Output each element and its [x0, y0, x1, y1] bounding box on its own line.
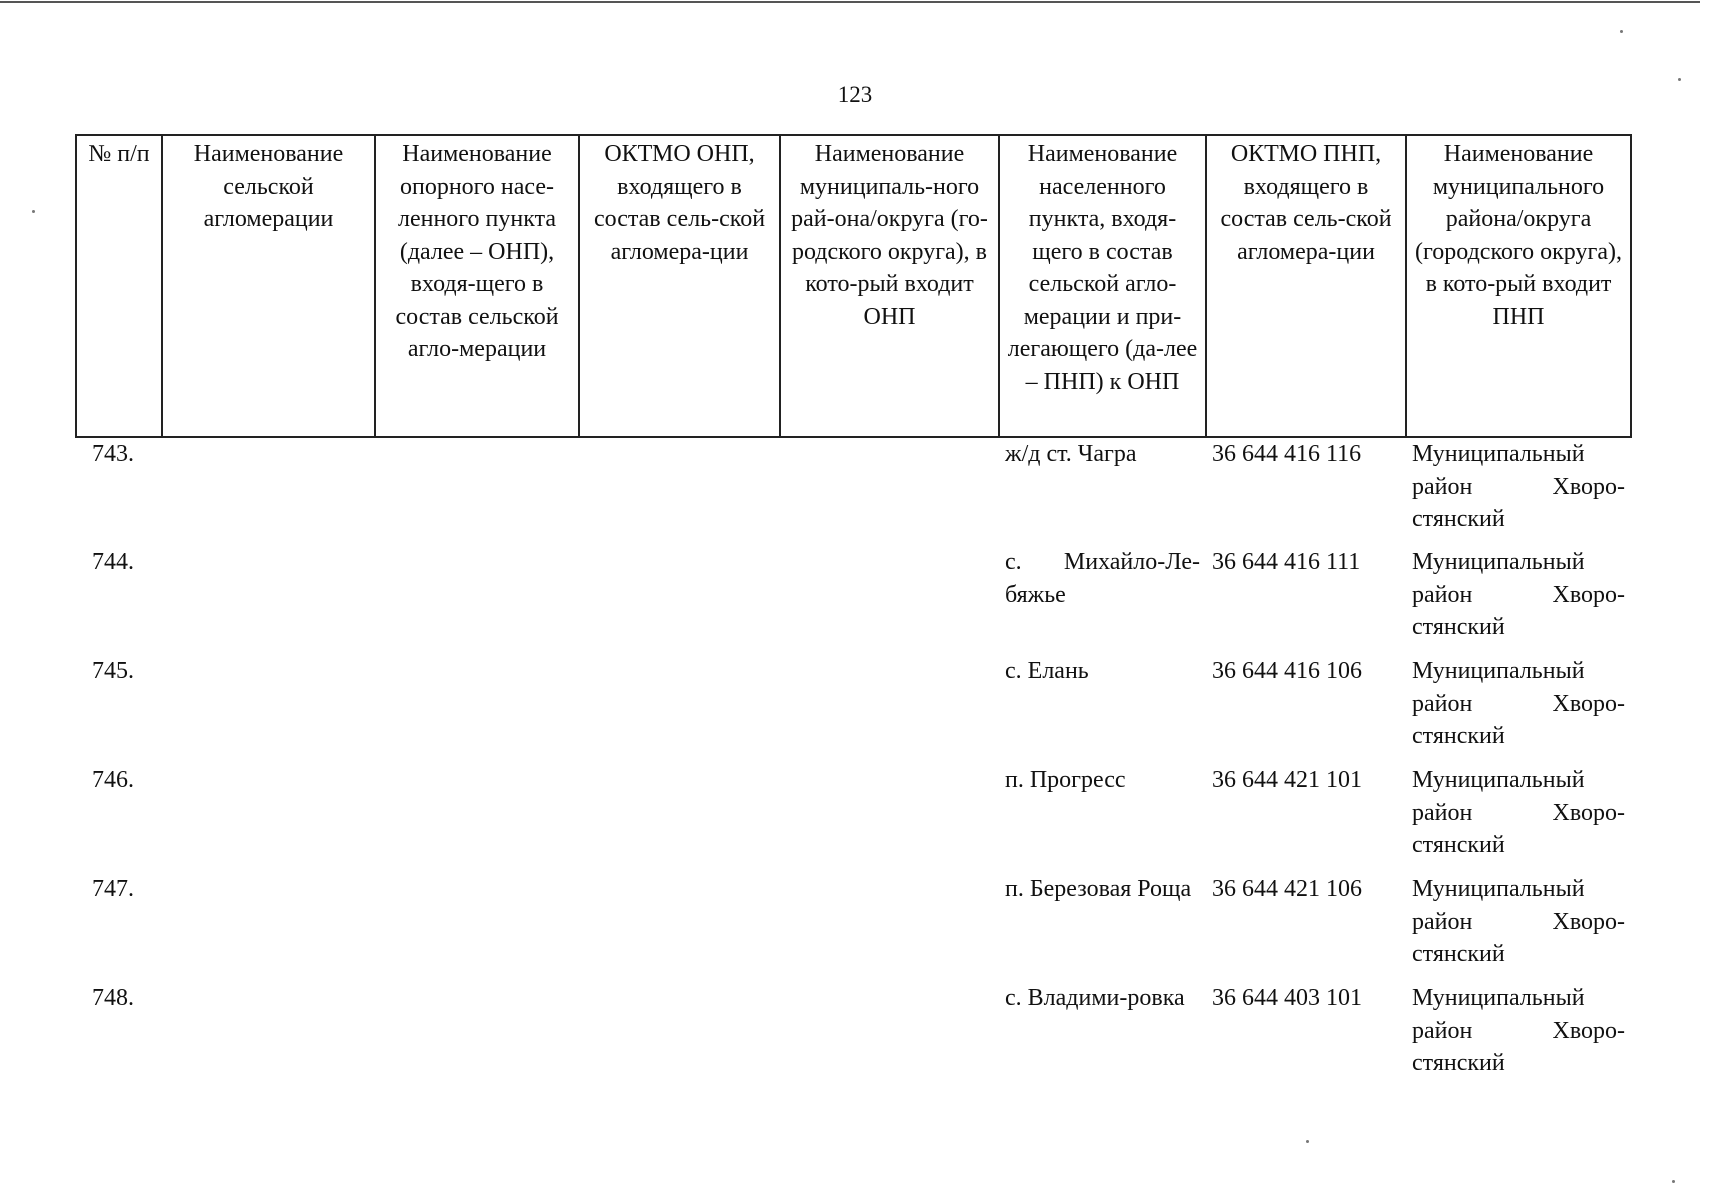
table-row: [76, 764, 1631, 873]
scan-speck: [1678, 78, 1681, 81]
row-number: 745.: [92, 658, 134, 684]
scan-speck: [1672, 1180, 1675, 1183]
header-agglomeration: Наименование сельской агломерации: [162, 135, 375, 437]
pnp-district-cell: Муниципальный район Хворо-стянский: [1412, 985, 1625, 1076]
page-top-edge: [0, 1, 1700, 3]
onp-district-cell: [780, 982, 999, 1091]
header-row: [76, 135, 1631, 437]
onp-oktmo-cell: [579, 437, 780, 546]
pnp-name-cell: п. Березовая Роща: [1005, 876, 1192, 902]
row-number: 747.: [92, 876, 134, 902]
onp-district-cell: [780, 873, 999, 982]
pnp-district-cell: Муниципальный район Хворо-стянский: [1412, 658, 1625, 749]
header-onp-district: Наименование муниципаль-ного рай-она/округа (го-родского округа), в кото-рый входит ОНП: [780, 135, 999, 437]
agglomeration-cell: [162, 655, 375, 764]
table-row: [76, 873, 1631, 982]
onp-oktmo-cell: [579, 873, 780, 982]
pnp-name-cell: с. Владими-ровка: [1005, 985, 1185, 1011]
pnp-name-cell: с. Елань: [1005, 658, 1089, 684]
pnp-oktmo-cell: 36 644 403 101: [1212, 985, 1362, 1011]
onp-cell: [375, 764, 579, 873]
onp-oktmo-cell: [579, 982, 780, 1091]
pnp-name-cell: ж/д ст. Чагра: [1005, 441, 1137, 467]
onp-cell: [375, 873, 579, 982]
scan-speck: [1306, 1140, 1309, 1143]
table-row: [76, 437, 1631, 546]
pnp-name-cell: с. Михайло-Ле-бяжье: [1005, 549, 1200, 608]
agglomeration-cell: [162, 982, 375, 1091]
pnp-district-cell: Муниципальный район Хворо-стянский: [1412, 549, 1625, 640]
table-header: [76, 135, 1631, 437]
onp-cell: [375, 546, 579, 655]
onp-cell: [375, 655, 579, 764]
onp-district-cell: [780, 546, 999, 655]
onp-district-cell: [780, 655, 999, 764]
agglomeration-cell: [162, 437, 375, 546]
agglomeration-cell: [162, 873, 375, 982]
page-number: 123: [837, 82, 873, 107]
table-body: [76, 437, 1631, 1091]
scan-speck: [1620, 30, 1623, 33]
pnp-oktmo-cell: 36 644 421 106: [1212, 876, 1362, 902]
header-onp-oktmo: ОКТМО ОНП, входящего в состав сель-ской агломера-ции: [579, 135, 780, 437]
header-onp: Наименование опорного насе-ленного пункта (далее – ОНП), входя-щего в состав сельской агло-мерации: [375, 135, 579, 437]
header-pnp-name: Наименование населенного пункта, входя-щего в состав сельской агло-мерации и при-легающего (да-лее – ПНП) к ОНП: [999, 135, 1206, 437]
row-number: 746.: [92, 767, 134, 793]
header-pnp-oktmo: ОКТМО ПНП, входящего в состав сель-ской агломера-ции: [1206, 135, 1406, 437]
agglomeration-cell: [162, 546, 375, 655]
table-row: [76, 982, 1631, 1091]
onp-cell: [375, 982, 579, 1091]
onp-oktmo-cell: [579, 546, 780, 655]
row-number: 744.: [92, 549, 134, 575]
agglomeration-cell: [162, 764, 375, 873]
pnp-district-cell: Муниципальный район Хворо-стянский: [1412, 441, 1625, 532]
header-pnp-district: Наименование муниципального района/округа (городского округа), в кото-рый входит ПНП: [1406, 135, 1631, 437]
onp-cell: [375, 437, 579, 546]
pnp-oktmo-cell: 36 644 416 116: [1212, 441, 1362, 467]
table-row: [76, 655, 1631, 764]
pnp-district-cell: Муниципальный район Хворо-стянский: [1412, 876, 1625, 967]
table-row: [76, 546, 1631, 655]
header-num: № п/п: [76, 135, 162, 437]
row-number: 743.: [92, 441, 134, 467]
onp-district-cell: [780, 437, 999, 546]
onp-oktmo-cell: [579, 764, 780, 873]
pnp-name-cell: п. Прогресс: [1005, 767, 1126, 793]
pnp-oktmo-cell: 36 644 416 111: [1212, 549, 1361, 575]
pnp-district-cell: Муниципальный район Хворо-стянский: [1412, 767, 1625, 858]
scan-speck: [32, 210, 35, 213]
pnp-oktmo-cell: 36 644 416 106: [1212, 658, 1362, 684]
settlements-table: [75, 134, 1632, 1091]
onp-oktmo-cell: [579, 655, 780, 764]
onp-district-cell: [780, 764, 999, 873]
row-number: 748.: [92, 985, 134, 1011]
pnp-oktmo-cell: 36 644 421 101: [1212, 767, 1362, 793]
